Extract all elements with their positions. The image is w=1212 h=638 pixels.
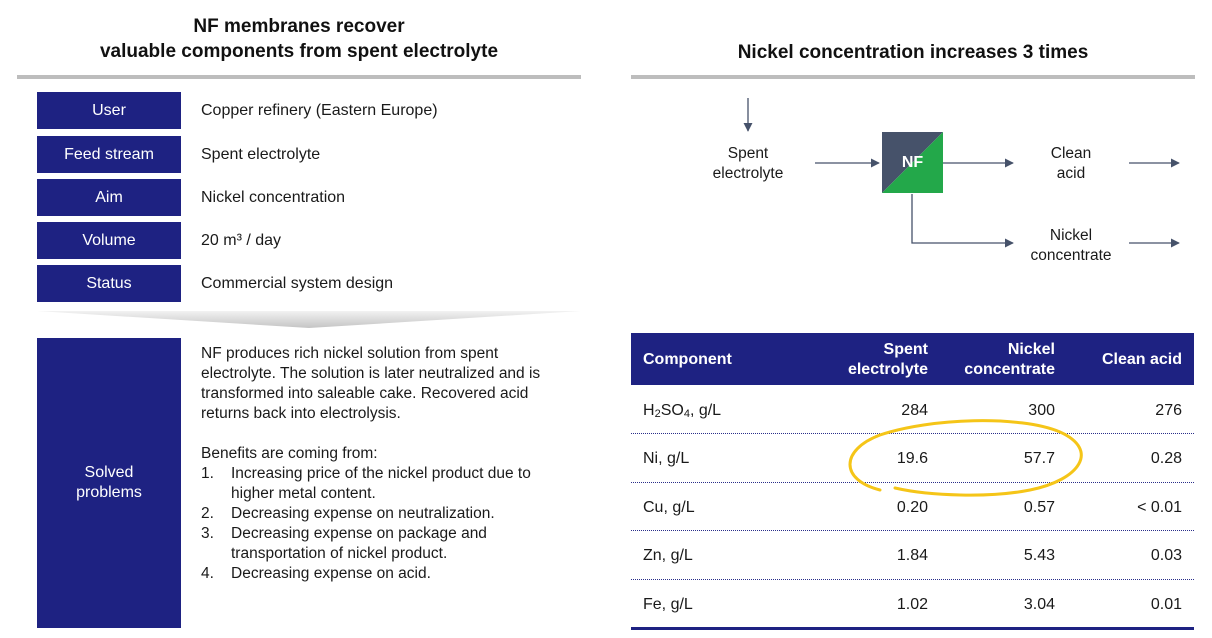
table-row [631, 581, 1194, 629]
flow-output-nickel-label [1016, 226, 1126, 266]
formula-sub-4: 4 [683, 408, 690, 420]
nf-unit [882, 132, 943, 193]
label-aim: Aim [37, 179, 181, 216]
label-solved-problems [37, 338, 181, 628]
cell-component: Ni, g/L [643, 450, 690, 467]
solved-problems-text [201, 344, 576, 584]
value-aim: Nickel concentration [201, 188, 346, 206]
benefit-number: 3. [201, 525, 214, 542]
highlight-ellipse [840, 410, 1090, 500]
flow-input-line1: Spent [727, 145, 769, 162]
cell-component: Cu, g/L [643, 499, 695, 516]
benefit-text: Increasing price of the nickel product due to higher metal content. [231, 465, 531, 502]
cell-nickel: 3.04 [1023, 596, 1055, 613]
flow-input-label [698, 144, 798, 184]
flow-clean-line2: acid [1056, 165, 1086, 182]
header-component: Component [643, 351, 732, 368]
cell-component: Zn, g/L [643, 547, 693, 564]
chevron-divider [37, 311, 581, 328]
cell-clean: < 0.01 [1137, 499, 1182, 516]
cell-component [643, 387, 721, 435]
cell-nickel: 300 [1028, 402, 1055, 419]
formula-so: SO [660, 402, 684, 419]
solved-label-line1: Solved [84, 464, 134, 481]
label-user: User [37, 92, 181, 129]
value-user: Copper refinery (Eastern Europe) [201, 101, 438, 119]
left-title-line2: valuable components from spent electrolyte [99, 41, 499, 62]
header-spent-line1: Spent [883, 341, 928, 358]
right-panel-title: Nickel concentration increases 3 times [737, 42, 1089, 63]
value-status: Commercial system design [201, 274, 394, 292]
benefit-item [201, 524, 576, 564]
cell-clean: 276 [1155, 402, 1182, 419]
cell-spent: 284 [901, 402, 928, 419]
table-bottom-rule [631, 627, 1194, 630]
benefit-text: Decreasing expense on acid. [231, 565, 431, 582]
cell-nickel: 0.57 [1023, 499, 1055, 516]
left-title-line1: NF membranes recover [193, 16, 405, 37]
flow-clean-line1: Clean [1050, 145, 1092, 162]
header-nickel-line1: Nickel [1007, 341, 1055, 358]
header-nickel-line2: concentrate [964, 361, 1055, 378]
cell-clean: 0.28 [1150, 450, 1182, 467]
benefit-text: Decreasing expense on package and transportation of nickel product. [231, 525, 487, 562]
table-header [631, 333, 1194, 385]
formula-sub-2: 2 [654, 408, 661, 420]
flow-output-clean-label [1021, 144, 1121, 184]
solved-paragraph: NF produces rich nickel solution from spent electrolyte. The solution is later neutralized and is transformed into saleable cake. Recovered acid returns back into electrolysis. [201, 345, 541, 422]
benefit-item [201, 464, 576, 504]
cell-spent: 19.6 [896, 450, 928, 467]
label-status: Status [37, 265, 181, 302]
benefit-number: 1. [201, 465, 214, 482]
formula-unit: , g/L [689, 402, 722, 419]
benefits-intro: Benefits are coming from: [201, 445, 378, 462]
cell-spent: 0.20 [896, 499, 928, 516]
flow-nickel-line1: Nickel [1049, 227, 1093, 244]
benefit-item [201, 504, 576, 524]
value-volume: 20 m³ / day [201, 231, 282, 249]
benefit-number: 4. [201, 565, 214, 582]
cell-nickel: 57.7 [1023, 450, 1055, 467]
row-separator [631, 579, 1194, 580]
nf-unit-label: NF [901, 153, 924, 171]
right-title-rule [631, 75, 1195, 79]
left-panel-title [17, 14, 581, 64]
row-separator [631, 530, 1194, 531]
solved-label-line2: problems [76, 484, 142, 501]
header-spent-line2: electrolyte [847, 361, 928, 378]
benefit-item [201, 564, 576, 584]
table-row [631, 532, 1194, 580]
header-spent-electrolyte [848, 340, 928, 380]
label-feed-stream: Feed stream [37, 136, 181, 173]
flow-input-line2: electrolyte [712, 165, 784, 182]
cell-nickel: 5.43 [1023, 547, 1055, 564]
header-clean-acid: Clean acid [1101, 351, 1182, 368]
left-title-rule [17, 75, 581, 79]
label-volume: Volume [37, 222, 181, 259]
benefit-text: Decreasing expense on neutralization. [231, 505, 495, 522]
value-feed-stream: Spent electrolyte [201, 145, 321, 163]
flow-nickel-line2: concentrate [1030, 247, 1112, 264]
cell-component: Fe, g/L [643, 596, 693, 613]
cell-spent: 1.84 [896, 547, 928, 564]
nf-to-nickel-arrow [912, 194, 1013, 243]
formula-h: H [643, 402, 655, 419]
cell-clean: 0.01 [1150, 596, 1182, 613]
header-nickel-concentrate [964, 340, 1055, 380]
cell-clean: 0.03 [1150, 547, 1182, 564]
benefit-number: 2. [201, 505, 214, 522]
cell-spent: 1.02 [896, 596, 928, 613]
